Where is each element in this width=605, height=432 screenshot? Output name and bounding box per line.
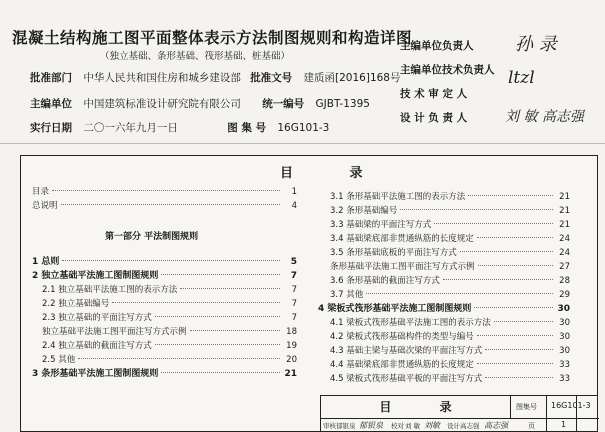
toc-title: 目 录 [280,166,389,181]
toc-leader-dots [366,293,553,294]
toc-entry [330,345,570,358]
toc-entry [330,205,570,218]
toc-entry-page: 21 [559,192,570,202]
toc-entry-page: 18 [286,327,297,337]
check-name: 刘 敏 [405,422,421,430]
toc-entry [330,247,570,260]
approval-row [30,70,401,85]
toc-entry-page: 33 [559,360,570,370]
review-signature: 郁银泉 [359,421,383,430]
toc-entry-page: 7 [291,313,297,323]
impl-row [30,120,329,135]
toc-entry-page: 30 [557,304,570,314]
toc-entry-text: 1 总则 [32,257,60,267]
toc-entry [330,261,570,274]
toc-entry-page: 7 [291,299,297,309]
toc-leader-dots [78,358,280,359]
toc-entry [32,270,297,283]
toc-entry-page: 1 [291,187,297,197]
toc-entry-page: 33 [559,374,570,384]
toc-entry-page: 30 [559,346,570,356]
title-block [320,395,598,432]
toc-entry-text: 3.5 条形基础底板的平面注写方式 [330,248,457,258]
header-divider [0,143,605,144]
chief-editor-label: 主编单位负责人 [400,40,474,52]
toc-entry-page: 21 [559,220,570,230]
toc-entry [32,256,297,269]
design-chief-label: 设 计 负 责 人 [400,112,468,124]
toc-entry-page: 30 [559,318,570,328]
toc-entry [42,312,297,325]
toc-entry [32,200,297,213]
toc-entry [42,340,297,353]
toc-entry-text: 3.7 其他 [330,290,364,300]
toc-entry-text: 条形基础平法施工图平面注写方式示例 [330,262,475,272]
design-label: 设计 [447,422,460,430]
impl-date-label: 实行日期 [30,122,72,134]
title-block-title: 目 录 [321,396,511,418]
title-block-page-value: 1 [561,420,567,429]
title-block-atlas-value: 16G101-3 [551,401,591,410]
toc-entry-text: 总说明 [32,201,58,211]
toc-leader-dots [468,195,553,196]
part1-heading: 第一部分 平法制图规则 [105,232,199,242]
toc-leader-dots [180,288,280,289]
check-label: 校对 [391,422,404,430]
unified-no-value: GJBT-1395 [315,98,370,110]
toc-entry [330,275,570,288]
toc-leader-dots [485,377,553,378]
tech-chief-signature: ltzl [508,68,535,88]
toc-leader-dots [485,349,553,350]
toc-entry-text: 4.5 梁板式筏形基础平板的平面注写方式 [330,374,483,384]
design-signature: 高志强 [484,421,508,430]
design-chief-signature: 刘 敏 高志强 [505,109,584,125]
toc-leader-dots [155,316,280,317]
toc-entry [42,326,297,339]
toc-leader-dots [400,209,553,210]
toc-entry-text: 4 梁板式筏形基础平法施工图制图规则 [318,304,472,314]
toc-leader-dots [443,279,553,280]
toc-leader-dots [460,251,553,252]
check-signature: 刘敏 [424,421,440,430]
toc-entry-text: 4.3 基础主梁与基础次梁的平面注写方式 [330,346,483,356]
toc-entry-text: 4.1 梁板式筏形基础平法施工图的表示方法 [330,318,491,328]
atlas-no-value: 16G101-3 [277,122,330,134]
toc-leader-dots [477,335,553,336]
toc-entry-text: 2.2 独立基础编号 [42,299,110,309]
toc-entry-text: 目录 [32,187,50,197]
toc-leader-dots [161,274,280,275]
toc-entry-text: 3.2 条形基础编号 [330,206,398,216]
toc-entry [330,233,570,246]
toc-entry-page: 21 [559,206,570,216]
review-label: 审核 [323,422,336,430]
editor-row [30,96,370,111]
approval-doc-value: 建质函[2016]168号 [303,72,401,84]
toc-entry-text: 2 独立基础平法施工图制图规则 [32,271,159,281]
toc-entry [318,303,570,316]
chief-editor-signature: 孙 录 [515,34,557,55]
toc-entry-page: 7 [291,285,297,295]
unified-no-label: 统一编号 [262,98,305,110]
impl-date-value: 二〇一六年九月一日 [83,122,178,134]
tech-chief-label: 主编单位技术负责人 [400,64,495,76]
toc-entry-text: 3 条形基础平法施工图制图规则 [32,369,159,379]
toc-entry-text: 2.1 独立基础平法施工图的表示方法 [42,285,178,295]
toc-entry [330,191,570,204]
toc-entry-text: 3.1 条形基础平法施工图的表示方法 [330,192,466,202]
toc-entry [330,317,570,330]
toc-entry-page: 7 [290,271,297,281]
toc-entry-text: 3.3 基础梁的平面注写方式 [330,220,432,230]
toc-entry-text: 4.4 基础梁底部非贯通纵筋的长度规定 [330,360,474,370]
toc-entry-text: 2.4 独立基础的截面注写方式 [42,341,152,351]
toc-entry [330,219,570,232]
toc-entry-page: 4 [291,201,297,211]
title-block-page-label: 页 [528,422,535,430]
toc-entry [32,186,297,199]
toc-entry [42,354,297,367]
review-name: 郁银泉 [336,422,356,430]
toc-entry-page: 21 [284,369,297,379]
design-name: 高志强 [460,422,480,430]
approval-doc-label: 批准文号 [250,72,293,84]
toc-leader-dots [478,265,553,266]
toc-entry-text: 3.6 条形基础的截面注写方式 [330,276,440,286]
toc-entry-text: 4.2 梁板式筏形基础构件的类型与编号 [330,332,474,342]
toc-entry [42,284,297,297]
document-title: 混凝土结构施工图平面整体表示方法制图规则和构造详图 [12,29,413,47]
document-subtitle: （独立基础、条形基础、筏形基础、桩基础） [100,51,291,62]
toc-entry-page: 5 [290,257,297,267]
toc-entry-page: 27 [559,262,570,272]
toc-leader-dots [477,237,553,238]
toc-leader-dots [474,307,553,308]
toc-leader-dots [112,302,280,303]
document-header [0,0,605,140]
toc-leader-dots [434,223,553,224]
tech-review-label: 技 术 审 定 人 [400,88,468,100]
toc-leader-dots [477,363,553,364]
approval-dept-label: 批准部门 [30,72,72,84]
toc-entry [42,298,297,311]
toc-entry-text: 2.3 独立基础的平面注写方式 [42,313,152,323]
editor-unit-label: 主编单位 [30,98,72,110]
toc-entry-page: 28 [559,276,570,286]
toc-leader-dots [155,344,280,345]
toc-leader-dots [52,190,280,191]
toc-entry-text: 3.4 基础梁底部非贯通纵筋的长度规定 [330,234,474,244]
toc-leader-dots [161,372,280,373]
toc-entry-text: 独立基础平法施工图平面注写方式示例 [42,327,187,337]
toc-entry-page: 19 [286,341,297,351]
toc-entry-page: 29 [559,290,570,300]
toc-entry [330,289,570,302]
toc-leader-dots [62,260,280,261]
toc-leader-dots [190,330,280,331]
toc-entry-page: 20 [286,355,297,365]
toc-entry [330,373,570,386]
toc-leader-dots [494,321,553,322]
toc-entry-page: 24 [559,248,570,258]
toc-entry [330,359,570,372]
toc-entry-page: 30 [559,332,570,342]
approval-dept-value: 中华人民共和国住房和城乡建设部 [83,72,241,84]
title-block-atlas-label: 图集号 [516,403,537,411]
toc-entry [330,331,570,344]
toc-entry-page: 24 [559,234,570,244]
toc-entry-text: 2.5 其他 [42,355,76,365]
toc-leader-dots [61,204,280,205]
toc-entry [32,368,297,381]
editor-unit-value: 中国建筑标准设计研究院有限公司 [83,98,241,110]
atlas-no-label: 图 集 号 [227,122,266,134]
